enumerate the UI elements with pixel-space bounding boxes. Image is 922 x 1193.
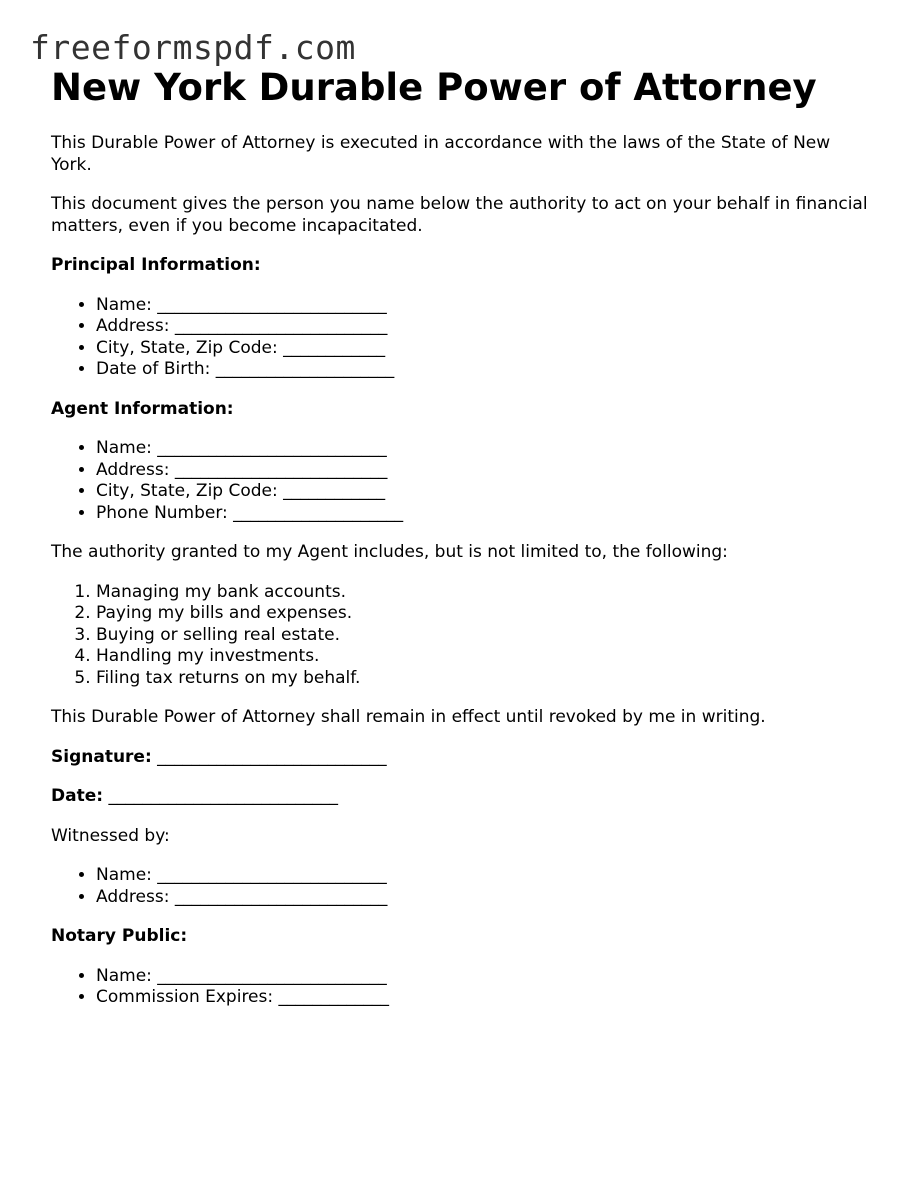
agent-phone-field[interactable]: • Phone Number: ____________________ xyxy=(96,503,871,525)
authority-item: 2. Paying my bills and expenses. xyxy=(96,603,871,625)
witness-address-field[interactable]: • Address: _________________________ xyxy=(96,887,871,909)
watermark: freeformspdf.com xyxy=(30,28,356,67)
agent-list xyxy=(51,438,871,524)
page-title: New York Durable Power of Attorney xyxy=(51,66,817,109)
authority-list xyxy=(51,582,871,690)
notary-heading: Notary Public: xyxy=(51,926,188,946)
witness-heading: Witnessed by: xyxy=(51,825,170,846)
intro-paragraph-1: This Durable Power of Attorney is executed in accordance with the laws of the State of New York. xyxy=(51,133,831,175)
date-field[interactable]: ___________________________ xyxy=(108,786,338,806)
principal-name-field[interactable]: • Name: ___________________________ xyxy=(96,295,871,317)
principal-heading: Principal Information: xyxy=(51,255,261,275)
signature-row xyxy=(51,747,871,769)
principal-dob-field[interactable]: • Date of Birth: _____________________ xyxy=(96,359,871,381)
agent-name-field[interactable]: • Name: ___________________________ xyxy=(96,438,871,460)
agent-city-state-zip-field[interactable]: • City, State, Zip Code: ____________ xyxy=(96,481,871,503)
notary-commission-field[interactable]: • Commission Expires: _____________ xyxy=(96,987,871,1009)
agent-address-field[interactable]: • Address: _________________________ xyxy=(96,460,871,482)
intro-paragraph-2: This document gives the person you name below the authority to act on your behalf in financial matters, even if you become incapacitated. xyxy=(51,194,868,236)
document-body xyxy=(51,64,871,1009)
authority-item: 1. Managing my bank accounts. xyxy=(96,582,871,604)
principal-address-field[interactable]: • Address: _________________________ xyxy=(96,316,871,338)
principal-list xyxy=(51,295,871,381)
signature-field[interactable]: ___________________________ xyxy=(157,746,387,767)
authority-item: 5. Filing tax returns on my behalf. xyxy=(96,668,871,690)
signature-label: Signature: xyxy=(51,746,152,767)
date-row xyxy=(51,786,871,808)
witness-list xyxy=(51,865,871,908)
principal-city-state-zip-field[interactable]: • City, State, Zip Code: ____________ xyxy=(96,338,871,360)
authority-item: 4. Handling my investments. xyxy=(96,646,871,668)
witness-name-field[interactable]: • Name: ___________________________ xyxy=(96,865,871,887)
agent-heading: Agent Information: xyxy=(51,398,234,419)
date-label: Date: xyxy=(51,786,104,806)
authority-item: 3. Buying or selling real estate. xyxy=(96,625,871,647)
authority-intro: The authority granted to my Agent includes, but is not limited to, the following: xyxy=(51,542,728,562)
notary-name-field[interactable]: • Name: ___________________________ xyxy=(96,966,871,988)
notary-list xyxy=(51,966,871,1009)
effect-statement: This Durable Power of Attorney shall remain in effect until revoked by me in writing. xyxy=(51,707,766,727)
